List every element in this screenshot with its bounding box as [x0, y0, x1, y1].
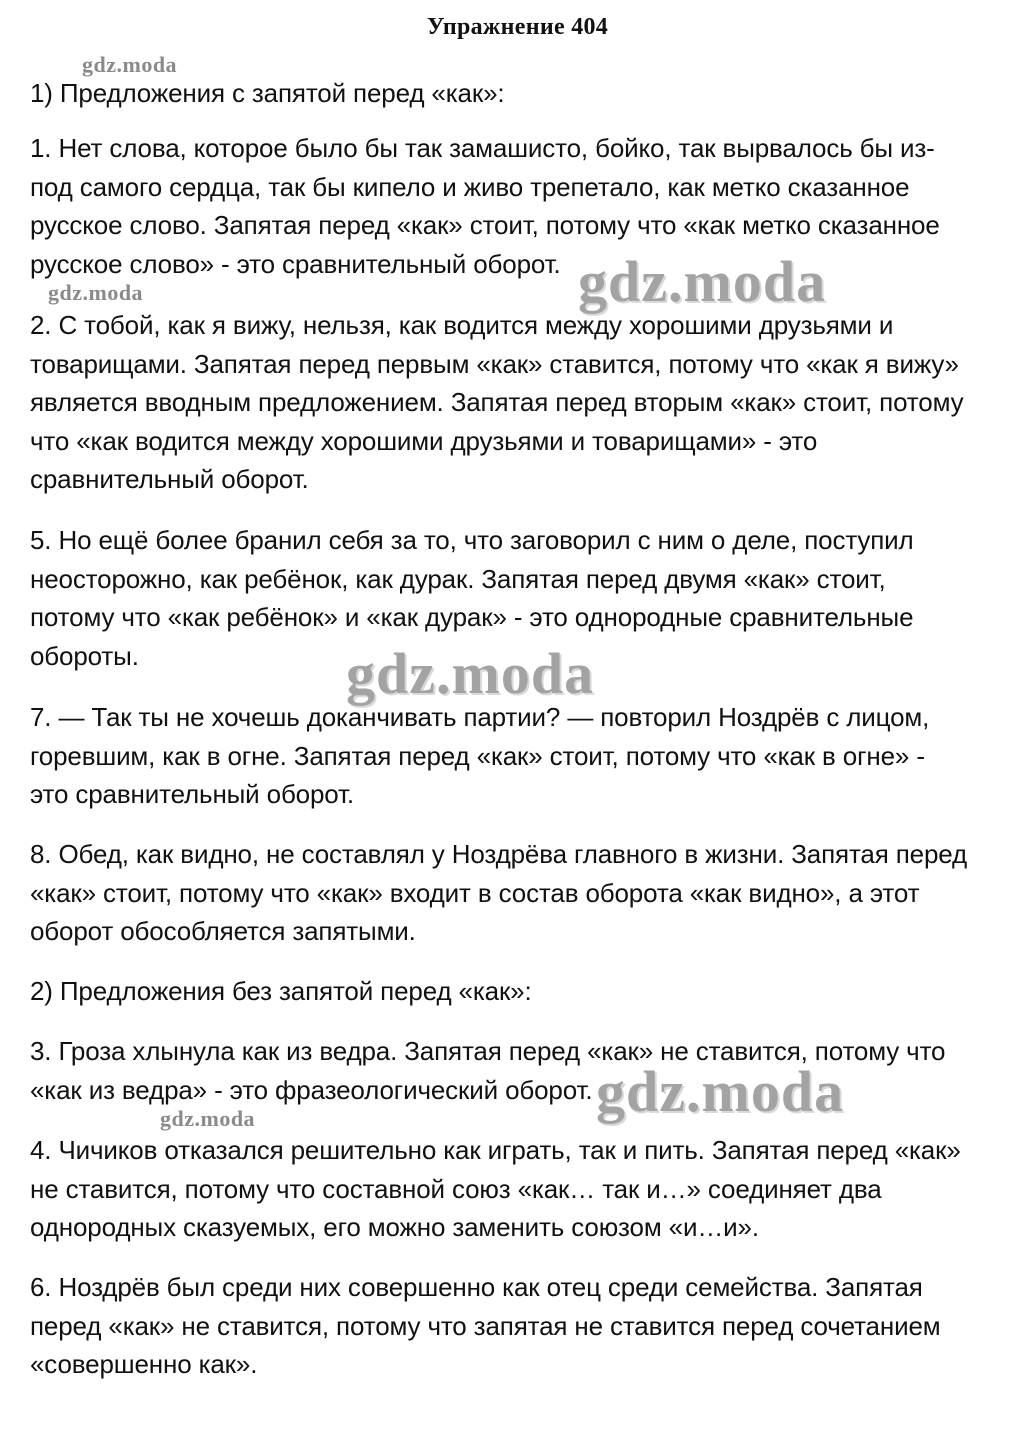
sentence-3: 3. Гроза хлынула как из ведра. Запятая перед «как» не ставится, потому что «как из ведра» - это фразеологический оборот.	[30, 1036, 946, 1105]
watermark-small: gdz.moda	[160, 1106, 256, 1131]
watermark-large: gdz.moda	[578, 249, 827, 314]
document-page	[30, 0, 1005, 1434]
section-2-heading: 2) Предложения без запятой перед «как»:	[30, 976, 532, 1006]
watermark-small: gdz.moda	[48, 280, 144, 305]
watermark-large: gdz.moda	[346, 641, 595, 706]
sentence-2: 2. С тобой, как я вижу, нельзя, как водится между хорошими друзьями и товарищами. Запятая перед первым «как» ставится, потому что «как я вижу» является вводным предложением. Запятая перед вторым «как» стоит, потому что «как водится между хорошими друзьями и товарищами» - это сравнительный оборот.	[30, 310, 964, 494]
sentence-8: 8. Обед, как видно, не составлял у Ноздрёва главного в жизни. Запятая перед «как» стоит, потому что «как» входит в состав оборота «как видно», а этот оборот обособляется запятыми.	[30, 839, 968, 946]
sentence-6: 6. Ноздрёв был среди них совершенно как отец среди семейства. Запятая перед «как» не ставится, потому что запятая не ставится перед сочетанием «совершенно как».	[30, 1272, 941, 1379]
sentence-1: 1. Нет слова, которое было бы так замашисто, бойко, так вырвалось бы из- под самого сердца, так бы кипело и живо трепетало, как метко сказанное русское слово. Запятая перед «как» стоит, потому что «как метко сказанное русское слово» - это сравнительный оборот.	[30, 133, 940, 279]
sentence-7: 7. — Так ты не хочешь доканчивать партии? — повторил Ноздрёв с лицом, горевшим, как в огне. Запятая перед «как» стоит, потому что «как в огне» - это сравнительный оборот.	[30, 702, 930, 809]
exercise-title: Упражнение 404	[426, 14, 609, 40]
section-1-heading: 1) Предложения с запятой перед «как»:	[30, 78, 505, 108]
watermark-large: gdz.moda	[596, 1059, 845, 1124]
watermark-small: gdz.moda	[82, 52, 178, 77]
sentence-4: 4. Чичиков отказался решительно как играть, так и пить. Запятая перед «как» не ставится, потому что составной союз «как… так и…» соединяет два однородных сказуемых, его можно заменить союзом «и…и».	[30, 1135, 961, 1242]
sentence-5: 5. Но ещё более бранил себя за то, что заговорил с ним о деле, поступил неосторожно, как ребёнок, как дурак. Запятая перед двумя «как» стоит, потому что «как ребёнок» и «как дурак» - это однородные сравнительные обороты.	[30, 525, 914, 671]
